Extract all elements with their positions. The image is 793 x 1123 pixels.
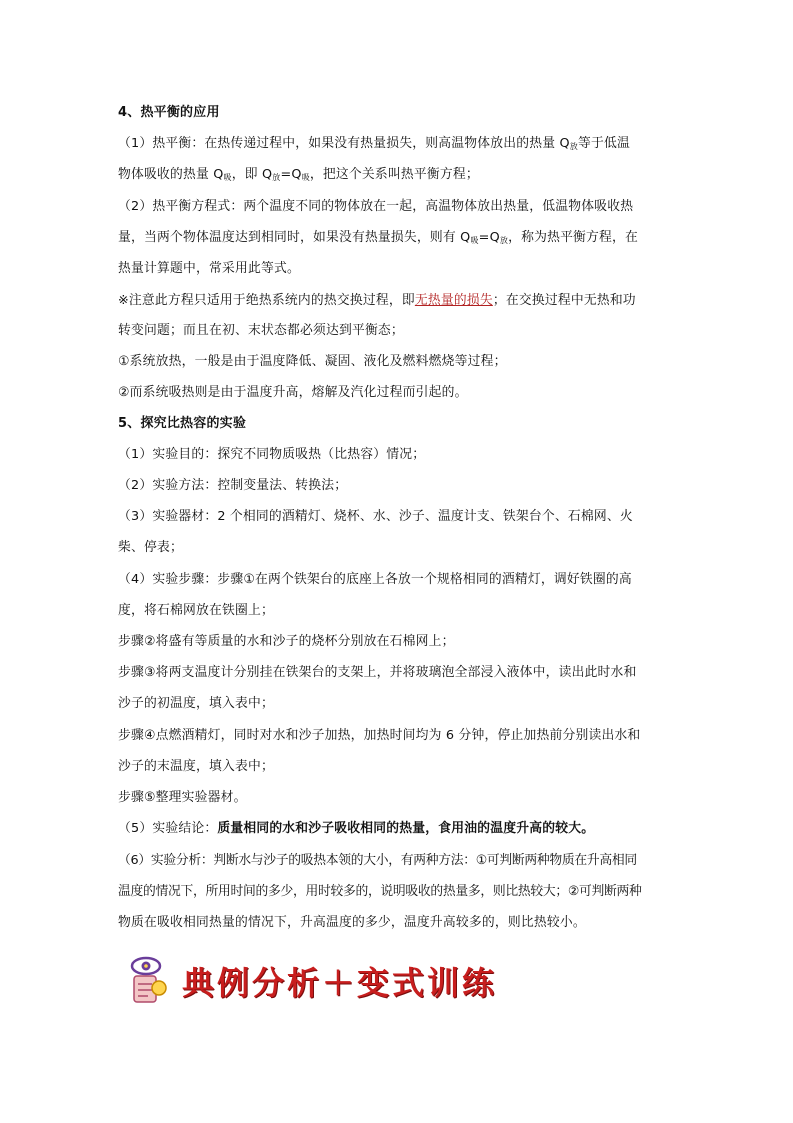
s4-note-line1 [118,292,636,310]
text: =Q [280,167,302,182]
s4-note-line2: 转变问题；而且在初、末状态都必须达到平衡态； [118,323,404,338]
s5-equipment-line1: （3）实验器材：2 个相同的酒精灯、烧杯、水、沙子、温度计支、铁架台个、石棉网、火 [118,509,633,524]
text: （1）热平衡：在热传递过程中，如果没有热量损失，则高温物体放出的热量 Q [118,136,570,151]
underlined-text: 无热量的损失 [414,293,493,308]
text: ，把这个关系叫热平衡方程； [309,167,479,182]
subscript: 吸 [301,173,310,182]
subscript: 放 [499,236,509,245]
s4-p2-line3: 热量计算题中，常采用此等式。 [118,261,300,276]
s4-p1-line1 [118,135,630,156]
text: （5）实验结论： [118,821,218,836]
subscript: 吸 [223,173,232,182]
s4-p2-line2 [118,229,638,250]
subscript: 放 [569,142,578,151]
s5-equipment-line2: 柴、停表； [118,540,183,555]
s5-step-3-line2: 沙子的初温度，填入表中； [118,696,274,711]
s5-analysis-line1: （6）实验分析：判断水与沙子的吸热本领的大小，有两种方法：①可判断两种物质在升高相同 [118,853,637,868]
s5-step-4-line1: 步骤④点燃酒精灯，同时对水和沙子加热，加热时间均为 6 分钟，停止加热前分别读出水和 [118,728,641,743]
s5-analysis-line3: 物质在吸收相同热量的情况下，升高温度的多少，温度升高较多的，则比热较小。 [118,915,586,930]
s5-purpose: （1）实验目的：探究不同物质吸热（比热容）情况； [118,447,426,462]
section-banner [126,954,498,1006]
banner-title: 典例分析＋变式训练 [182,964,498,1002]
text: ；在交换过程中无热和功 [492,293,636,308]
s4-case-2: ②而系统吸热则是由于温度升高，熔解及汽化过程而引起的。 [118,385,468,400]
bold-text: 质量相同的水和沙子吸收相同的热量，食用油的温度升高的较大。 [217,821,595,836]
section-5-title: 5、探究比热容的实验 [118,416,247,431]
text: ※注意此方程只适用于绝热系统内的热交换过程，即 [118,293,415,308]
s4-case-1: ①系统放热，一般是由于温度降低、凝固、液化及燃料燃烧等过程； [118,354,507,369]
s5-conclusion [118,820,594,838]
text: 物体吸收的热量 Q [118,167,224,182]
text: ，称为热平衡方程，在 [508,230,639,245]
section-4-title: 4、热平衡的应用 [118,105,220,120]
subscript: 吸 [470,236,479,245]
s4-p2-line1: （2）热平衡方程式：两个温度不同的物体放在一起，高温物体放出热量，低温物体吸收热 [118,199,634,214]
text: =Q [478,230,500,245]
eye-scroll-icon [126,954,176,1006]
s5-step-2: 步骤②将盛有等质量的水和沙子的烧杯分别放在石棉网上； [118,634,455,649]
text: ，即 Q [231,167,273,182]
s5-step-4-line2: 沙子的末温度，填入表中； [118,759,274,774]
s5-steps-line1: （4）实验步骤：步骤①在两个铁架台的底座上各放一个规格相同的酒精灯，调好铁圈的高 [118,572,632,587]
subscript: 放 [272,173,281,182]
s5-method: （2）实验方法：控制变量法、转换法； [118,478,348,493]
s5-step-5: 步骤⑤整理实验器材。 [118,790,247,805]
text: 量，当两个物体温度达到相同时，如果没有热量损失，则有 Q [118,230,471,245]
s5-step-3-line1: 步骤③将两支温度计分别挂在铁架台的支架上，并将玻璃泡全部浸入液体中，读出此时水和 [118,665,637,680]
text: 等于低温 [577,136,630,151]
s4-p1-line2 [118,166,479,187]
s5-steps-line2: 度，将石棉网放在铁圈上； [118,603,274,618]
s5-analysis-line2: 温度的情况下，所用时间的多少，用时较多的，说明吸收的热量多，则比热较大；②可判断两种 [118,884,642,899]
